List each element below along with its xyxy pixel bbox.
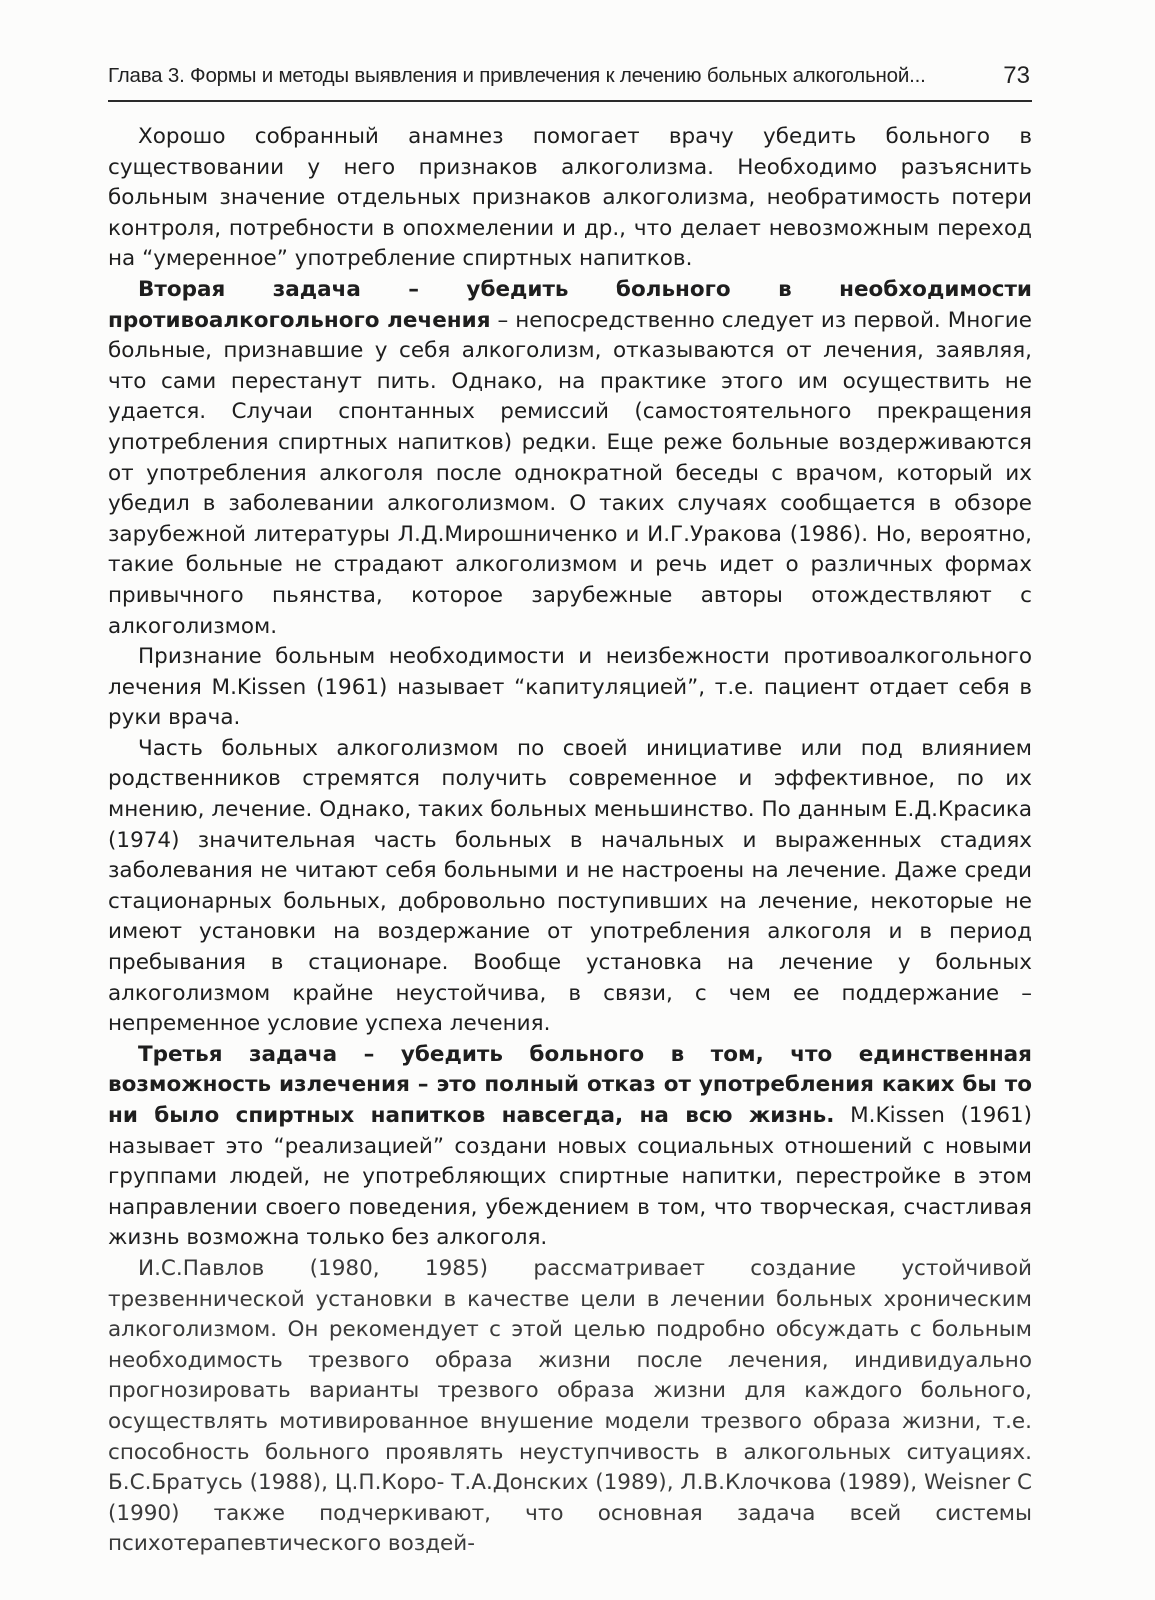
- paragraph-text: Хорошо собранный анамнез помогает врачу убедить больного в существовании у него признаков алкоголизма. Необходимо разъяснить больным значение отдельных признаков алкоголизма, необратимость потери контроля, потребности в опохмелении и др., что делает невозможным переход на “умеренное” употребление спиртных напитков.: [108, 124, 1032, 272]
- paragraph-lead: Вторая задача – убедить больного в необходимости противоалкогольного лечения: [108, 276, 1032, 333]
- paragraph-text: – непосредственно следует из первой. Многие больные, признавшие у себя алкоголизм, отказываются от лечения, заявляя, что сами перестанут пить. Однако, на практике этого им осуществить не удается. Случаи спонтанных ремиссий (самостоятельного прекращения употребления спиртных напитков) редки. Еще реже больные воздерживаются от употребления алкоголя после однократной беседы с врачом, который их убедил в заболевании алкоголизмом. О таких случаях сообщается в обзоре зарубежной литературы Л.Д.Мирошниченко и И.Г.Уракова (1986). Но, вероятно, такие больные не страдают алкоголизмом и речь идет о различных формах привычного пьянства, которое зарубежные авторы отождествляют с алкоголизмом.: [108, 307, 1032, 639]
- paragraph-pavlov: [108, 1254, 1032, 1560]
- running-header: [108, 62, 1032, 102]
- chapter-title: Глава 3. Формы и методы выявления и привлечения к лечению больных алкогольной...: [108, 64, 926, 87]
- page-number: 73: [1003, 62, 1030, 89]
- paragraph-anamnesis: [108, 122, 1032, 275]
- paragraph-motivation: [108, 734, 1032, 1040]
- paragraph-text: И.С.Павлов (1980, 1985) рассматривает создание устойчивой трезвеннической установки в качестве цели в лечении больных хроническим алкоголизмом. Он рекомендует с этой целью подробно обсуждать с больным необходимость трезвого образа жизни после лечения, индивидуально прогнозировать варианты трезвого образа жизни для каждого больного, осуществлять мотивированное внушение модели трезвого образа жизни, т.е. способность больного проявлять неуступчивость в алкогольных ситуациях. Б.С.Братусь (1988), Ц.П.Коро- Т.А.Донских (1989), Л.В.Клочкова (1989), Weisner C (1990) также подчеркивают, что основная задача всей системы психотерапевтического воздей-: [108, 1255, 1032, 1557]
- paragraph-third-task: [108, 1040, 1032, 1254]
- paragraph-text: M.Kissen (1961) называет это “реализацией” создани новых социальных отношений с новыми группами людей, не употребляющих спиртные напитки, перестройке в этом направлении своего поведения, убеждением в том, что творческая, счастливая жизнь возможна только без алкоголя.: [108, 1103, 1033, 1251]
- paragraph-lead: Третья задача – убедить больного в том, что единственная возможность излечения – это полный отказ от употребления каких бы то ни было спиртных напитков навсегда, на всю жизнь.: [108, 1041, 1032, 1128]
- paragraph-capitulation: [108, 642, 1032, 734]
- paragraph-second-task: [108, 275, 1032, 642]
- paragraph-text: Часть больных алкоголизмом по своей инициативе или под влиянием родственников стремятся получить современное и эффективное, по их мнению, лечение. Однако, таких больных меньшинство. По данным Е.Д.Красика (1974) значительная часть больных в начальных и выраженных стадиях заболевания не читают себя больными и не настроены на лечение. Даже среди стационарных больных, добровольно поступивших на лечение, некоторые не имеют установки на воздержание от употребления алкоголя и в период пребывания в стационаре. Вообще установка на лечение у больных алкоголизмом крайне неустойчива, в связи, с чем ее поддержание – непременное условие успеха лечения.: [108, 735, 1032, 1037]
- paragraph-text: Признание больным необходимости и неизбежности противоалкогольного лечения M.Kissen (1961) называет “капитуляцией”, т.е. пациент отдает себя в руки врача.: [108, 644, 1032, 731]
- body-text: [108, 122, 1032, 1560]
